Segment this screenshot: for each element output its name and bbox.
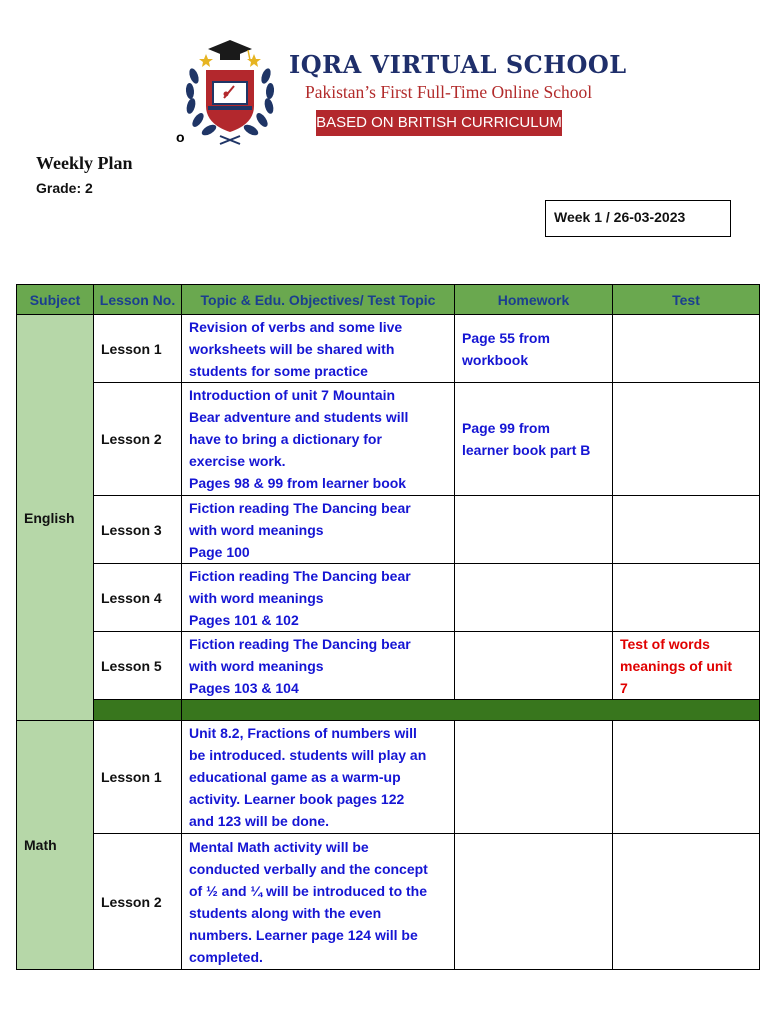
homework-cell bbox=[455, 721, 613, 834]
topic-cell bbox=[182, 315, 455, 383]
subject-cell-math: Math bbox=[17, 721, 94, 970]
test-cell bbox=[613, 834, 760, 970]
table-header-row bbox=[17, 285, 760, 315]
cell-line: Page 55 from bbox=[462, 329, 550, 346]
cell-line: students along with the even bbox=[189, 904, 382, 921]
cell-line: Unit 8.2, Fractions of numbers will bbox=[189, 725, 417, 741]
cell-line: 7 bbox=[620, 679, 628, 696]
table-row bbox=[17, 315, 760, 383]
cell-line: exercise work. bbox=[189, 453, 286, 469]
topic-cell bbox=[182, 383, 455, 496]
column-header-test: Test bbox=[613, 285, 760, 315]
column-header-subject: Subject bbox=[17, 285, 94, 315]
cell-line: be introduced. students will play an bbox=[189, 747, 427, 763]
column-header-topic: Topic & Edu. Objectives/ Test Topic bbox=[182, 285, 455, 315]
grade-label: Grade: 2 bbox=[36, 180, 93, 196]
lesson-number-cell: Lesson 2 bbox=[94, 383, 182, 496]
test-cell bbox=[613, 315, 760, 383]
cell-line: Pages 98 & 99 from learner book bbox=[189, 475, 407, 491]
cell-line: workbook bbox=[462, 351, 529, 368]
homework-cell bbox=[455, 383, 613, 496]
cell-line: Fiction reading The Dancing bear bbox=[189, 635, 411, 652]
table-row bbox=[17, 564, 760, 632]
cell-line: with word meanings bbox=[189, 521, 324, 538]
cell-line: Revision of verbs and some live bbox=[189, 318, 403, 335]
lesson-number-cell: Lesson 2 bbox=[94, 834, 182, 970]
cell-line: activity. Learner book pages 122 bbox=[189, 791, 405, 807]
test-cell bbox=[613, 383, 760, 496]
table-row bbox=[17, 632, 760, 700]
school-name: IQRA VIRTUAL SCHOOL bbox=[289, 50, 627, 79]
table-row bbox=[17, 721, 760, 834]
school-logo bbox=[180, 36, 627, 146]
school-emblem-icon bbox=[180, 36, 280, 146]
homework-cell bbox=[455, 834, 613, 970]
lesson-number-cell: Lesson 3 bbox=[94, 496, 182, 564]
homework-cell bbox=[455, 564, 613, 632]
homework-cell bbox=[455, 632, 613, 700]
table-row bbox=[17, 834, 760, 970]
topic-cell bbox=[182, 834, 455, 970]
test-cell bbox=[613, 496, 760, 564]
cell-line: worksheets will be shared with bbox=[189, 340, 395, 357]
subject-cell-english: English bbox=[17, 315, 94, 721]
curriculum-badge: BASED ON BRITISH CURRICULUM bbox=[316, 110, 562, 136]
cell-line: Pages 101 & 102 bbox=[189, 611, 299, 628]
page-title: Weekly Plan bbox=[36, 153, 133, 173]
cell-line: numbers. Learner page 124 will be bbox=[189, 926, 418, 943]
cell-line: educational game as a warm-up bbox=[189, 769, 401, 785]
cell-line: with word meanings bbox=[189, 589, 324, 606]
weekly-plan-table bbox=[16, 284, 760, 970]
lesson-number-cell: Lesson 4 bbox=[94, 564, 182, 632]
lesson-number-cell: Lesson 5 bbox=[94, 632, 182, 700]
cell-line: and 123 will be done. bbox=[189, 813, 330, 829]
column-header-homework: Homework bbox=[455, 285, 613, 315]
table-row bbox=[17, 496, 760, 564]
test-cell bbox=[613, 564, 760, 632]
school-tagline: Pakistan’s First Full-Time Online School bbox=[305, 82, 593, 102]
cell-line: Introduction of unit 7 Mountain bbox=[189, 387, 396, 403]
week-date-box: Week 1 / 26-03-2023 bbox=[545, 200, 731, 237]
cell-line: conducted verbally and the concept bbox=[189, 860, 428, 877]
topic-cell bbox=[182, 496, 455, 564]
column-header-lesson: Lesson No. bbox=[94, 285, 182, 315]
cell-line: completed. bbox=[189, 948, 263, 965]
cell-line: meanings of unit bbox=[620, 657, 732, 674]
test-cell bbox=[613, 721, 760, 834]
lesson-number-cell: Lesson 1 bbox=[94, 315, 182, 383]
cell-line: of ½ and ¼ will be introduced to the bbox=[189, 882, 428, 899]
test-cell bbox=[613, 632, 760, 700]
cell-line: Test of words bbox=[620, 635, 710, 652]
cell-line: Mental Math activity will be bbox=[189, 838, 369, 855]
cell-line: Page 100 bbox=[189, 543, 250, 560]
homework-cell bbox=[455, 315, 613, 383]
stray-mark: o bbox=[176, 129, 185, 145]
cell-line: Bear adventure and students will bbox=[189, 409, 409, 425]
topic-cell bbox=[182, 564, 455, 632]
topic-cell bbox=[182, 721, 455, 834]
separator-cell bbox=[182, 700, 760, 721]
cell-line: Fiction reading The Dancing bear bbox=[189, 499, 411, 516]
table-row bbox=[17, 383, 760, 496]
separator-cell bbox=[94, 700, 182, 721]
section-separator-row bbox=[17, 700, 760, 721]
cell-line: have to bring a dictionary for bbox=[189, 431, 382, 447]
homework-cell bbox=[455, 496, 613, 564]
cell-line: Page 99 from bbox=[462, 420, 550, 436]
cell-line: students for some practice bbox=[189, 362, 368, 379]
lesson-number-cell: Lesson 1 bbox=[94, 721, 182, 834]
cell-line: learner book part B bbox=[462, 442, 591, 458]
cell-line: with word meanings bbox=[189, 657, 324, 674]
cell-line: Pages 103 & 104 bbox=[189, 679, 299, 696]
cell-line: Fiction reading The Dancing bear bbox=[189, 567, 411, 584]
topic-cell bbox=[182, 632, 455, 700]
